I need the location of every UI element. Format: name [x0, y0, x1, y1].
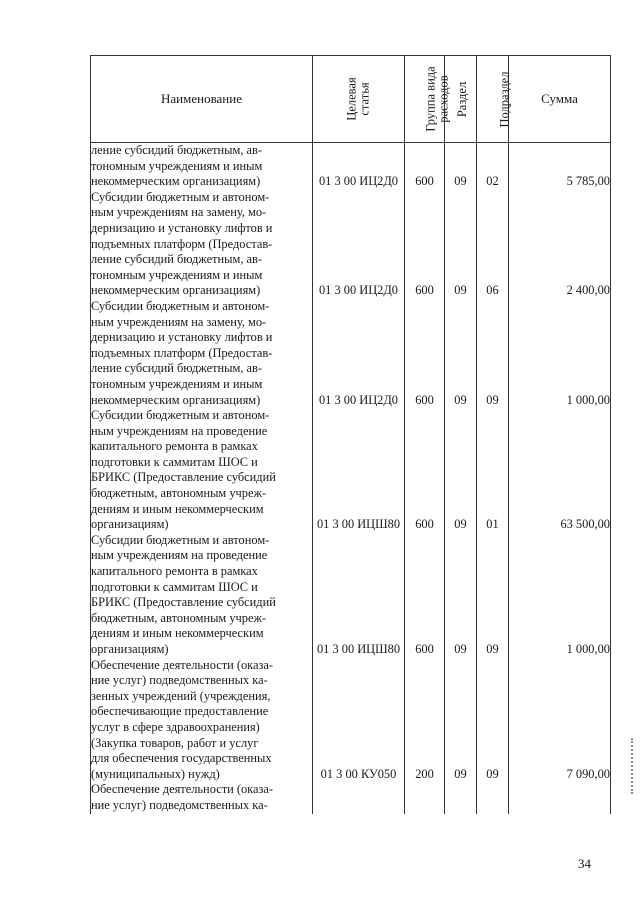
row-group: 200: [405, 658, 445, 783]
row-name: Обеспечение деятельности (оказа- ние услуг) подведомственных ка- зенных учреждений (учреждения, обеспечивающие предоставление услуг в сфере здравоохранения) (Закупка товаров, работ и услуг для обеспечения государственных (муниципальных) нужд): [91, 658, 313, 783]
row-group: 600: [405, 190, 445, 299]
table-row: [91, 408, 611, 533]
row-name: Субсидии бюджетным и автоном- ным учреждениям на проведение капитального ремонта в рамках подготовки к саммитам ШОС и БРИКС (Предоставление субсидий бюджетным, автономным учреж- дениям и иным некоммерческим организациям): [91, 533, 313, 658]
table-row: [91, 533, 611, 658]
row-group: 600: [405, 408, 445, 533]
header-name: Наименование: [91, 56, 313, 143]
header-sum: Сумма: [509, 56, 611, 143]
row-section: 09: [445, 533, 477, 658]
header-target: Целевая статья: [313, 56, 405, 143]
header-subsection: Подраздел: [477, 56, 509, 143]
page-number: 34: [578, 856, 591, 871]
row-subsection: 01: [477, 408, 509, 533]
row-sum: 63 500,00: [509, 408, 611, 533]
table-row: [91, 658, 611, 783]
row-target: 01 3 00 ИЦШ80: [313, 533, 405, 658]
row-sum: 1 000,00: [509, 533, 611, 658]
table-row: [91, 143, 611, 190]
table-row: [91, 299, 611, 408]
row-group: 600: [405, 533, 445, 658]
row-name: Обеспечение деятельности (оказа- ние услуг) подведомственных ка-: [91, 782, 313, 813]
row-sum: 2 400,00: [509, 190, 611, 299]
row-name: Субсидии бюджетным и автоном- ным учреждениям на замену, мо- дернизацию и установку лифтов и подъемных платформ (Предостав- ление субсидий бюджетным, ав- тономным учреждениям и иным некоммерческим организациям): [91, 299, 313, 408]
row-group: 600: [405, 143, 445, 190]
table-header-row: [91, 56, 611, 143]
table-row: [91, 190, 611, 299]
row-sum: 5 785,00: [509, 143, 611, 190]
header-section: Раздел: [445, 56, 477, 143]
row-section: 09: [445, 143, 477, 190]
row-section: 09: [445, 408, 477, 533]
row-group: 600: [405, 299, 445, 408]
row-subsection: 09: [477, 533, 509, 658]
row-subsection: 09: [477, 658, 509, 783]
header-group: Группа вида расходов: [405, 56, 445, 143]
row-section: 09: [445, 190, 477, 299]
budget-table: [90, 55, 611, 814]
row-subsection: 09: [477, 299, 509, 408]
row-name: ление субсидий бюджетным, ав- тономным учреждениям и иным некоммерческим организациям): [91, 143, 313, 190]
row-name: Субсидии бюджетным и автоном- ным учреждениям на замену, мо- дернизацию и установку лифтов и подъемных платформ (Предостав- ление субсидий бюджетным, ав- тономным учреждениям и иным некоммерческим организациям): [91, 190, 313, 299]
row-sum: [509, 782, 611, 813]
row-target: 01 3 00 ИЦШ80: [313, 408, 405, 533]
row-sum: 1 000,00: [509, 299, 611, 408]
row-target: 01 3 00 ИЦ2Д0: [313, 143, 405, 190]
row-section: 09: [445, 658, 477, 783]
row-group: [405, 782, 445, 813]
row-sum: 7 090,00: [509, 658, 611, 783]
row-target: 01 3 00 КУ050: [313, 658, 405, 783]
row-target: 01 3 00 ИЦ2Д0: [313, 299, 405, 408]
row-subsection: [477, 782, 509, 813]
row-subsection: 06: [477, 190, 509, 299]
row-section: 09: [445, 299, 477, 408]
margin-scan-marks: [631, 738, 635, 794]
table-row: [91, 782, 611, 813]
row-name: Субсидии бюджетным и автоном- ным учреждениям на проведение капитального ремонта в рамках подготовки к саммитам ШОС и БРИКС (Предоставление субсидий бюджетным, автономным учреж- дениям и иным некоммерческим организациям): [91, 408, 313, 533]
row-subsection: 02: [477, 143, 509, 190]
row-section: [445, 782, 477, 813]
row-target: [313, 782, 405, 813]
row-target: 01 3 00 ИЦ2Д0: [313, 190, 405, 299]
